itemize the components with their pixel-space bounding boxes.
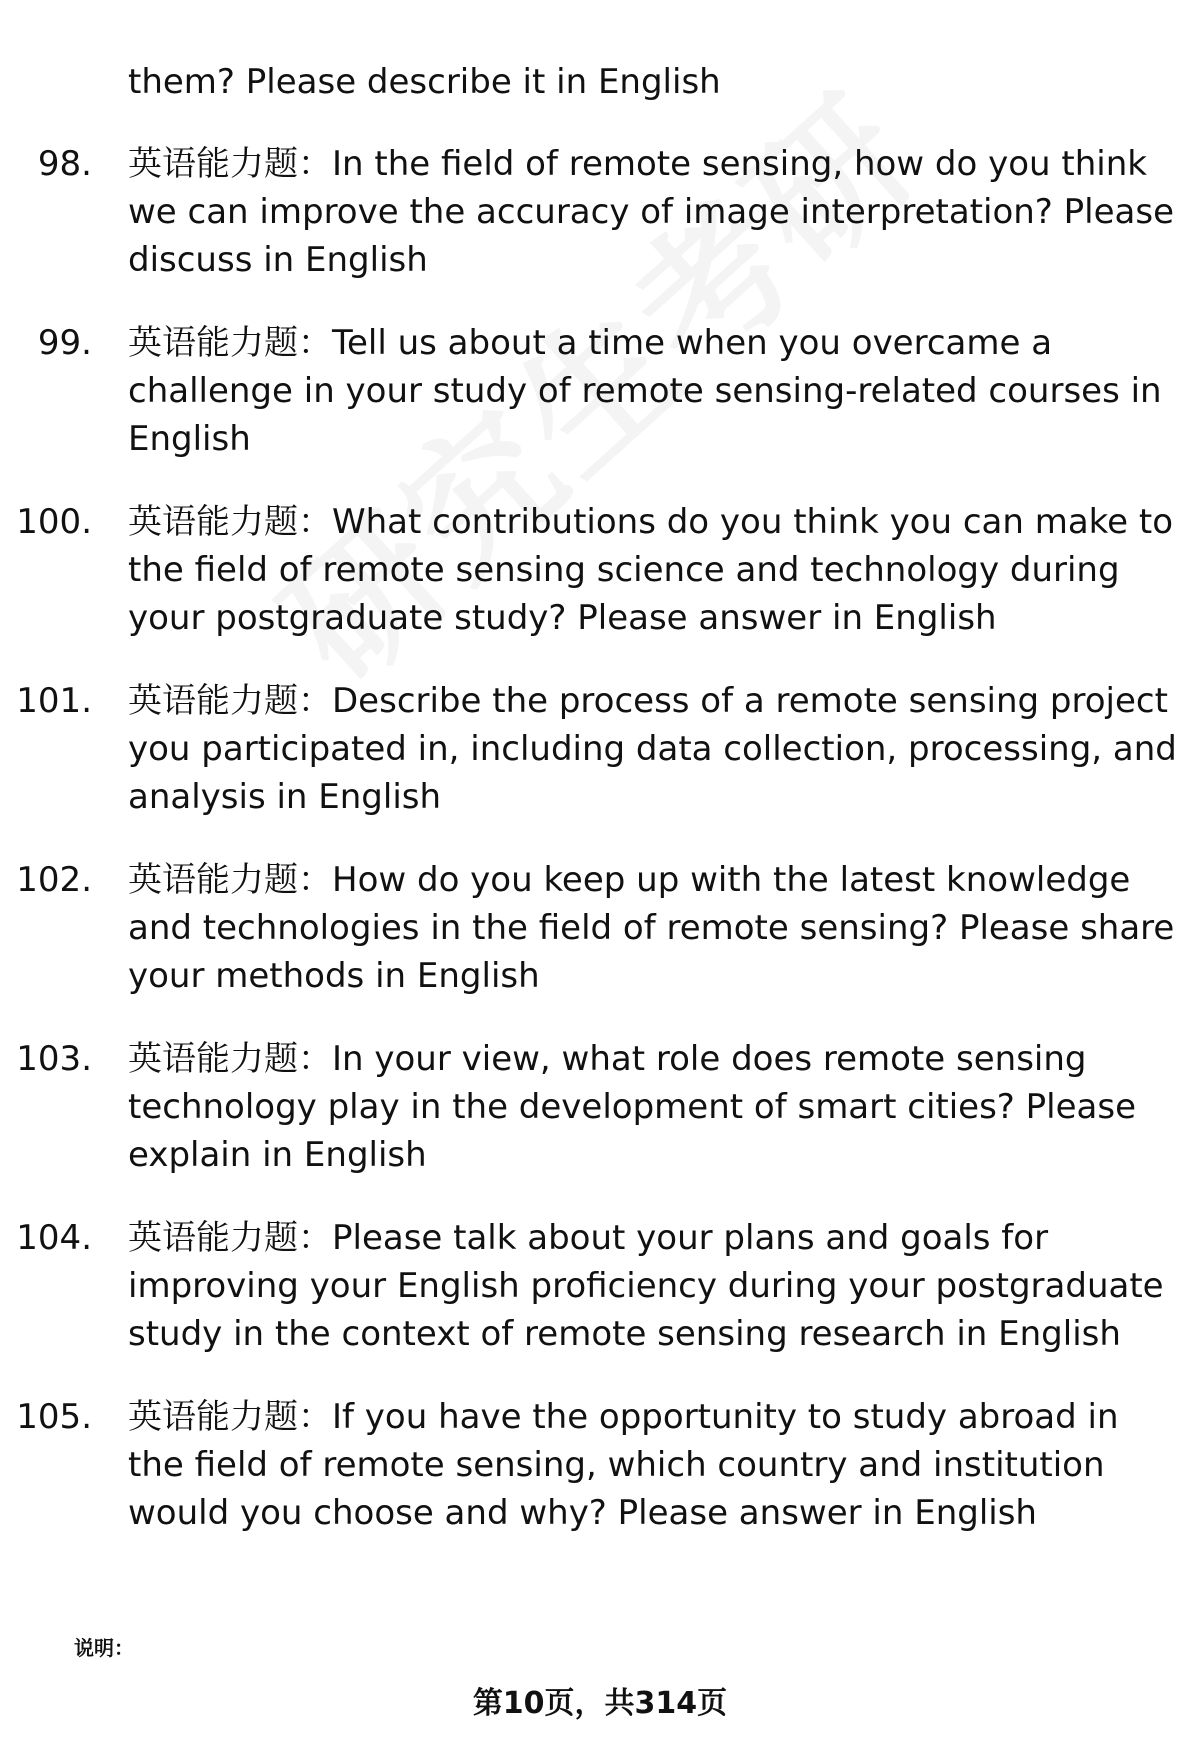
- question-body: In your view, what role does remote sensing technology play in the development of smart cities? Please explain in English: [128, 1039, 1136, 1175]
- question-tag: 英语能力题：: [128, 323, 332, 363]
- question-body: Please talk about your plans and goals for improving your English proficiency during your postgraduate study in the context of remote sensing research in English: [128, 1218, 1164, 1354]
- question-tag: 英语能力题：: [128, 144, 332, 184]
- question-text: [110, 140, 1178, 284]
- question-list: [0, 58, 1200, 1572]
- question-item-100: [0, 498, 1200, 642]
- question-tag: 英语能力题：: [128, 502, 332, 542]
- question-body: If you have the opportunity to study abroad in the field of remote sensing, which country and institution would you choose and why? Please answer in English: [128, 1397, 1119, 1533]
- question-item-101: [0, 677, 1200, 821]
- question-text: [110, 856, 1178, 1000]
- question-tag: 英语能力题：: [128, 1397, 332, 1437]
- question-number: 100.: [16, 502, 92, 542]
- question-body: Tell us about a time when you overcame a challenge in your study of remote sensing-related courses in English: [128, 323, 1162, 459]
- question-item-105: [0, 1393, 1200, 1537]
- question-number: 98.: [37, 144, 92, 184]
- question-tag: 英语能力题：: [128, 1039, 332, 1079]
- continued-question-text: them? Please describe it in English: [128, 62, 721, 102]
- page-number: 第10页，共314页: [472, 1686, 728, 1721]
- question-body: How do you keep up with the latest knowledge and technologies in the field of remote sensing? Please share your methods in English: [128, 860, 1175, 996]
- question-number: 101.: [16, 681, 92, 721]
- question-tag: 英语能力题：: [128, 681, 332, 721]
- question-item-99: [0, 319, 1200, 463]
- footer-note: 说明：: [74, 1636, 134, 1660]
- question-tag: 英语能力题：: [128, 860, 332, 900]
- question-number: 99.: [37, 323, 92, 363]
- question-item-104: [0, 1214, 1200, 1358]
- question-tag: 英语能力题：: [128, 1218, 332, 1258]
- question-text: [110, 677, 1178, 821]
- question-text: [110, 498, 1178, 642]
- question-body: Describe the process of a remote sensing project you participated in, including data collection, processing, and analysis in English: [128, 681, 1177, 817]
- question-body: In the field of remote sensing, how do you think we can improve the accuracy of image interpretation? Please discuss in English: [128, 144, 1174, 280]
- question-item-98: [0, 140, 1200, 284]
- question-text: [110, 1393, 1178, 1537]
- question-number: 102.: [16, 860, 92, 900]
- question-number: 105.: [16, 1397, 92, 1437]
- question-text: [110, 1035, 1178, 1179]
- question-text: [110, 1214, 1178, 1358]
- question-number: 104.: [16, 1218, 92, 1258]
- question-item-102: [0, 856, 1200, 1000]
- question-body: What contributions do you think you can make to the field of remote sensing science and technology during your postgraduate study? Please answer in English: [128, 502, 1174, 638]
- question-text: [110, 319, 1178, 463]
- question-number: 103.: [16, 1039, 92, 1079]
- question-item-103: [0, 1035, 1200, 1179]
